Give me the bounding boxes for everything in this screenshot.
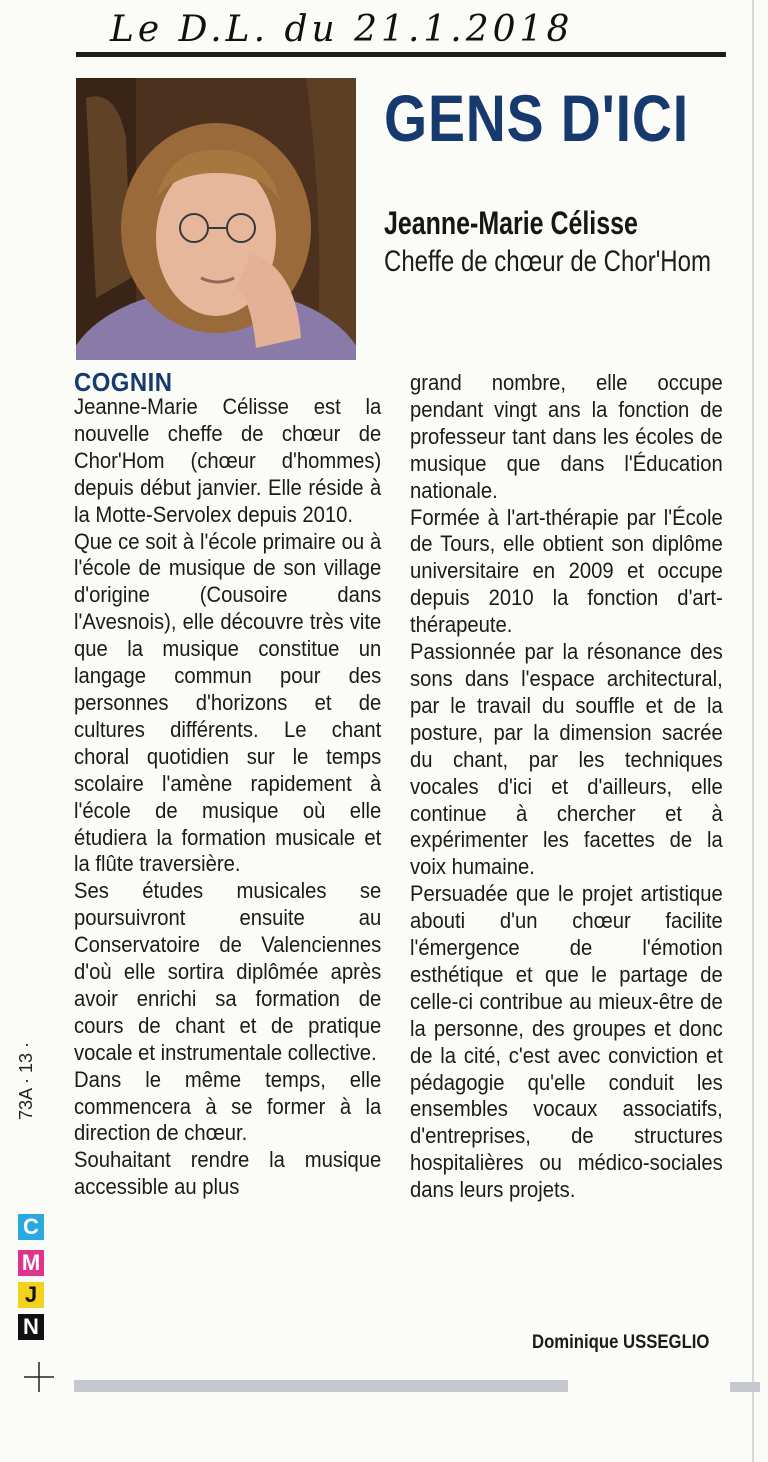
portrait-photo: [76, 78, 356, 360]
paragraph: Dans le même temps, elle commencera à se former à la direction de chœur.: [74, 1066, 382, 1146]
paragraph: Passionnée par la résonance des sons dans l'espace architectural, par le travail du souffle et de la posture, par la dimension sacrée du chant, par les techniques vocales d'ici et d'ailleurs, elle continue à chercher et à expérimenter les facettes de la voix humaine.: [410, 639, 723, 880]
bottom-print-bar: [74, 1380, 568, 1392]
rubric-title: GENS D'ICI: [384, 81, 689, 155]
paragraph: Persuadée que le projet artistique abouti d'un chœur facilite l'émergence de l'émotion esthétique et que le partage de celle-ci contribue au mieux-être de la personne, des groupes et donc de la cité, c'est avec conviction et pédagogie qu'elle conduit les ensembles vocaux associatifs, d'entreprises, de structures hospitalières ou médico-sociales dans leurs projets.: [410, 881, 723, 1203]
town-label: COGNIN: [74, 367, 173, 397]
person-name: Jeanne-Marie Célisse: [384, 205, 638, 241]
bottom-print-bar-right: [730, 1382, 760, 1392]
article-column-2: [410, 370, 723, 1204]
paragraph: grand nombre, elle occupe pendant vingt ans la fonction de professeur tant dans les écoles de musique que dans l'Éducation nationale.: [410, 370, 723, 503]
header-rule: [76, 52, 726, 57]
cmjn-yellow: J: [18, 1282, 44, 1308]
scan-edge-line: [752, 0, 754, 1462]
paragraph: Jeanne-Marie Célisse est la nouvelle cheffe de chœur de Chor'Hom (chœur d'hommes) depuis début janvier. Elle réside à la Motte-Servolex depuis 2010.: [74, 394, 382, 527]
portrait-illustration: [76, 78, 356, 360]
article-column-1: [74, 367, 382, 1201]
cmjn-black: N: [18, 1314, 44, 1340]
paragraph: Souhaitant rendre la musique accessible au plus: [74, 1147, 382, 1200]
registration-cross-icon: [24, 1362, 54, 1392]
paragraph: Formée à l'art-thérapie par l'École de Tours, elle obtient son diplôme universitaire en 2009 et occupe depuis 2010 la fonction d'art-thérapeute.: [410, 504, 723, 638]
person-role: Cheffe de chœur de Chor'Hom: [384, 245, 711, 278]
paragraph: Que ce soit à l'école primaire ou à l'école de musique de son village d'origine (Cousoire dans l'Avesnois), elle découvre très vite que la musique constitue un langage commun pour des personnes d'horizons et de cultures différents. Le chant choral quotidien sur le temps scolaire l'amène rapidement à l'école de musique où elle étudiera la formation musicale et la flûte traversière.: [74, 528, 382, 877]
paragraph: Ses études musicales se poursuivront ensuite au Conservatoire de Valenciennes d'où elle sortira diplômée après avoir enrichi sa formation de cours de chant et de pratique vocale et instrumentale collective.: [74, 878, 382, 1065]
author-signature: Dominique USSEGLIO: [532, 1332, 710, 1353]
page-code: 73A · 13 ·: [16, 1041, 36, 1120]
cmjn-magenta: M: [18, 1250, 44, 1276]
handwritten-date: Le D.L. du 21.1.2018: [110, 9, 574, 50]
cmjn-cyan: C: [18, 1214, 44, 1240]
